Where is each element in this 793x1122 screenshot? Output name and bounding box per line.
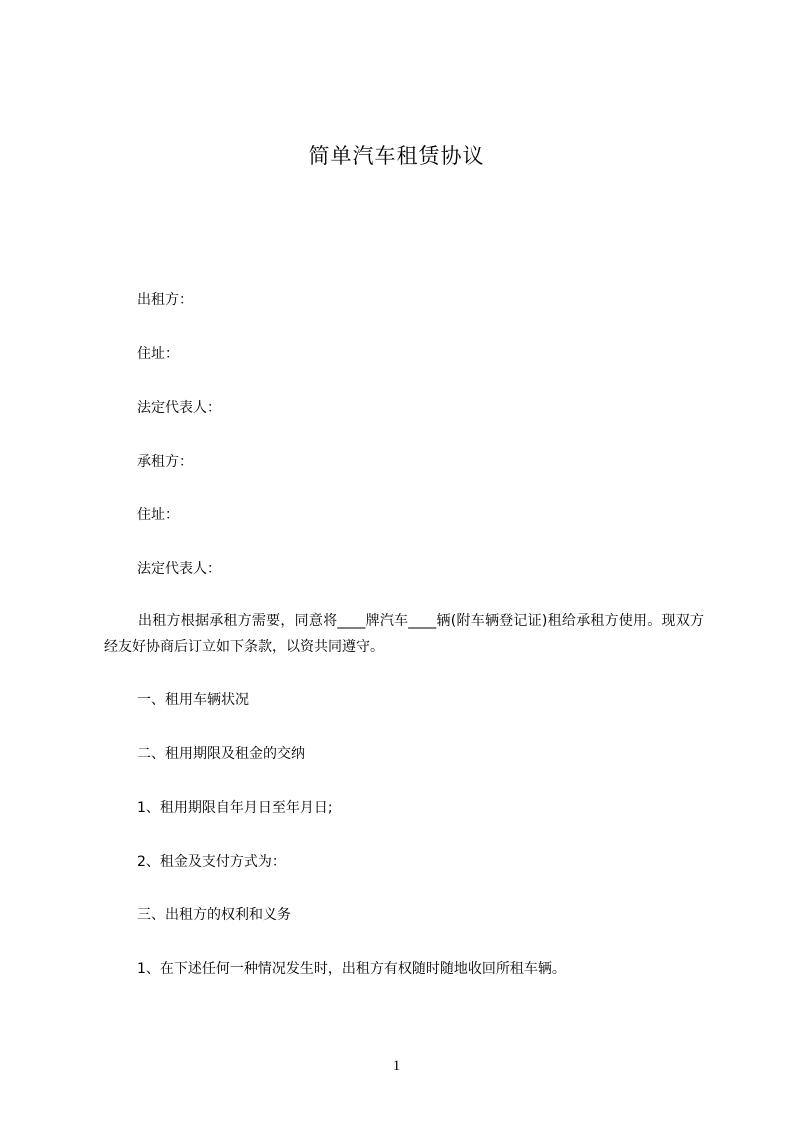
lessor-address-label: 住址： (137, 346, 179, 362)
lessee-address-label: 住址： (137, 507, 179, 523)
lessor-representative-label: 法定代表人： (137, 400, 221, 416)
section-heading: 二、租用期限及租金的交纳 (137, 746, 305, 762)
section-heading: 一、租用车辆状况 (137, 692, 249, 708)
lessee-label: 承租方： (137, 454, 193, 470)
clause-item: 1、在下述任何一种情况发生时，出租方有权随时随地收回所租车辆。 (137, 961, 566, 977)
clause-item: 1、租用期限自年月日至年月日; (137, 800, 333, 816)
section-heading: 三、出租方的权利和义务 (137, 907, 291, 923)
lessee-representative-label: 法定代表人： (137, 561, 221, 577)
intro-paragraph: 出租方根据承租方需要，同意将____牌汽车____辆(附车辆登记证)租给承租方使用。现双方经友好协商后订立如下条款，以资共同遵守。 (104, 613, 704, 655)
document-title: 简单汽车租赁协议 (308, 144, 485, 168)
page-number: 1 (392, 1058, 401, 1074)
lessor-label: 出租方： (137, 292, 193, 308)
clause-item: 2、租金及支付方式为： (137, 854, 286, 870)
